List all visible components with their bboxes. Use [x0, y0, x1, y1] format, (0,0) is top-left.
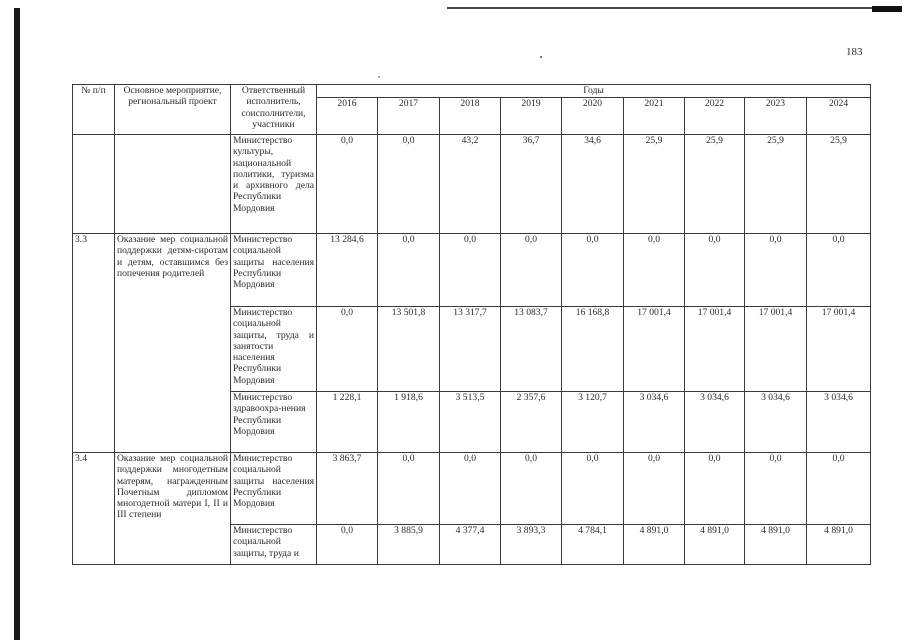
- page-number: 183: [846, 46, 863, 58]
- year-cell: 2022: [685, 98, 745, 135]
- value-cell: 3 513,5: [440, 392, 501, 453]
- value-cell: 13 083,7: [501, 307, 562, 392]
- value-cell: 3 034,6: [624, 392, 685, 453]
- table-row: [73, 135, 871, 234]
- value-cell: 0,0: [624, 453, 685, 525]
- row-num: 3.4: [73, 453, 115, 565]
- row-responsible: Министерство социальной защиты, труда и занятости населения Республики Мордовия: [231, 307, 317, 392]
- value-cell: 0,0: [562, 453, 624, 525]
- value-cell: 4 377,4: [440, 525, 501, 565]
- row-responsible: Министерство социальной защиты, труда и: [231, 525, 317, 565]
- year-cell: 2023: [745, 98, 807, 135]
- value-cell: 1 918,6: [378, 392, 440, 453]
- value-cell: 17 001,4: [745, 307, 807, 392]
- value-cell: 43,2: [440, 135, 501, 234]
- row-num: [73, 135, 115, 234]
- value-cell: 25,9: [624, 135, 685, 234]
- row-event: [115, 135, 231, 234]
- value-cell: 4 784,1: [562, 525, 624, 565]
- value-cell: 0,0: [440, 453, 501, 525]
- value-cell: 25,9: [685, 135, 745, 234]
- value-cell: 0,0: [317, 307, 378, 392]
- value-cell: 3 893,3: [501, 525, 562, 565]
- left-margin-bar: [14, 8, 20, 640]
- value-cell: 25,9: [745, 135, 807, 234]
- value-cell: 0,0: [807, 453, 871, 525]
- row-event: Оказание мер социальной поддержки многодетным матерям, награжденным Почетным дипломом многодетной матери I, II и III степени: [115, 453, 231, 565]
- header-event: Основное мероприятие, региональный проект: [115, 85, 231, 135]
- value-cell: 17 001,4: [685, 307, 745, 392]
- year-cell: 2020: [562, 98, 624, 135]
- value-cell: 36,7: [501, 135, 562, 234]
- value-cell: 4 891,0: [685, 525, 745, 565]
- top-rule-mark: [872, 6, 902, 12]
- scan-speck: [540, 56, 542, 58]
- value-cell: 0,0: [562, 234, 624, 307]
- value-cell: 13 317,7: [440, 307, 501, 392]
- value-cell: 0,0: [745, 453, 807, 525]
- top-rule: [447, 7, 899, 9]
- value-cell: 0,0: [807, 234, 871, 307]
- value-cell: 3 034,6: [685, 392, 745, 453]
- year-cell: 2016: [317, 98, 378, 135]
- value-cell: 1 228,1: [317, 392, 378, 453]
- table-row: [73, 453, 871, 525]
- table-row: [73, 234, 871, 307]
- year-cell: 2021: [624, 98, 685, 135]
- value-cell: 0,0: [501, 234, 562, 307]
- value-cell: 4 891,0: [624, 525, 685, 565]
- value-cell: 0,0: [317, 525, 378, 565]
- scan-speck: [378, 76, 380, 78]
- value-cell: 0,0: [317, 135, 378, 234]
- year-cell: 2024: [807, 98, 871, 135]
- value-cell: 4 891,0: [807, 525, 871, 565]
- header-num: № п/п: [73, 85, 115, 135]
- value-cell: 3 863,7: [317, 453, 378, 525]
- header-responsible: Ответственный исполнитель, соисполнители, участники: [231, 85, 317, 135]
- row-responsible: Министерство культуры, национальной политики, туризма и архивного дела Республики Мордовия: [231, 135, 317, 234]
- value-cell: 3 120,7: [562, 392, 624, 453]
- value-cell: 4 891,0: [745, 525, 807, 565]
- value-cell: 34,6: [562, 135, 624, 234]
- row-responsible: Министерство социальной защиты населения Республики Мордовия: [231, 453, 317, 525]
- value-cell: 0,0: [501, 453, 562, 525]
- value-cell: 2 357,6: [501, 392, 562, 453]
- year-cell: 2017: [378, 98, 440, 135]
- value-cell: 0,0: [378, 453, 440, 525]
- value-cell: 17 001,4: [624, 307, 685, 392]
- year-cell: 2018: [440, 98, 501, 135]
- value-cell: 0,0: [745, 234, 807, 307]
- value-cell: 13 501,8: [378, 307, 440, 392]
- year-cell: 2019: [501, 98, 562, 135]
- value-cell: 0,0: [378, 234, 440, 307]
- row-event: Оказание мер социальной поддержки детям-сиротам и детям, оставшимся без попечения родителей: [115, 234, 231, 453]
- row-responsible: Министерство социальной защиты населения Республики Мордовия: [231, 234, 317, 307]
- value-cell: 0,0: [624, 234, 685, 307]
- value-cell: 0,0: [685, 234, 745, 307]
- budget-table: [72, 84, 871, 565]
- value-cell: 3 885,9: [378, 525, 440, 565]
- header-row: [73, 85, 871, 98]
- value-cell: 17 001,4: [807, 307, 871, 392]
- value-cell: 3 034,6: [745, 392, 807, 453]
- value-cell: 13 284,6: [317, 234, 378, 307]
- value-cell: 0,0: [440, 234, 501, 307]
- value-cell: 0,0: [378, 135, 440, 234]
- row-responsible: Министерство здравоохра-нения Республики Мордовия: [231, 392, 317, 453]
- header-years-label: Годы: [317, 85, 871, 98]
- value-cell: 25,9: [807, 135, 871, 234]
- value-cell: 3 034,6: [807, 392, 871, 453]
- value-cell: 0,0: [685, 453, 745, 525]
- row-num: 3.3: [73, 234, 115, 453]
- value-cell: 16 168,8: [562, 307, 624, 392]
